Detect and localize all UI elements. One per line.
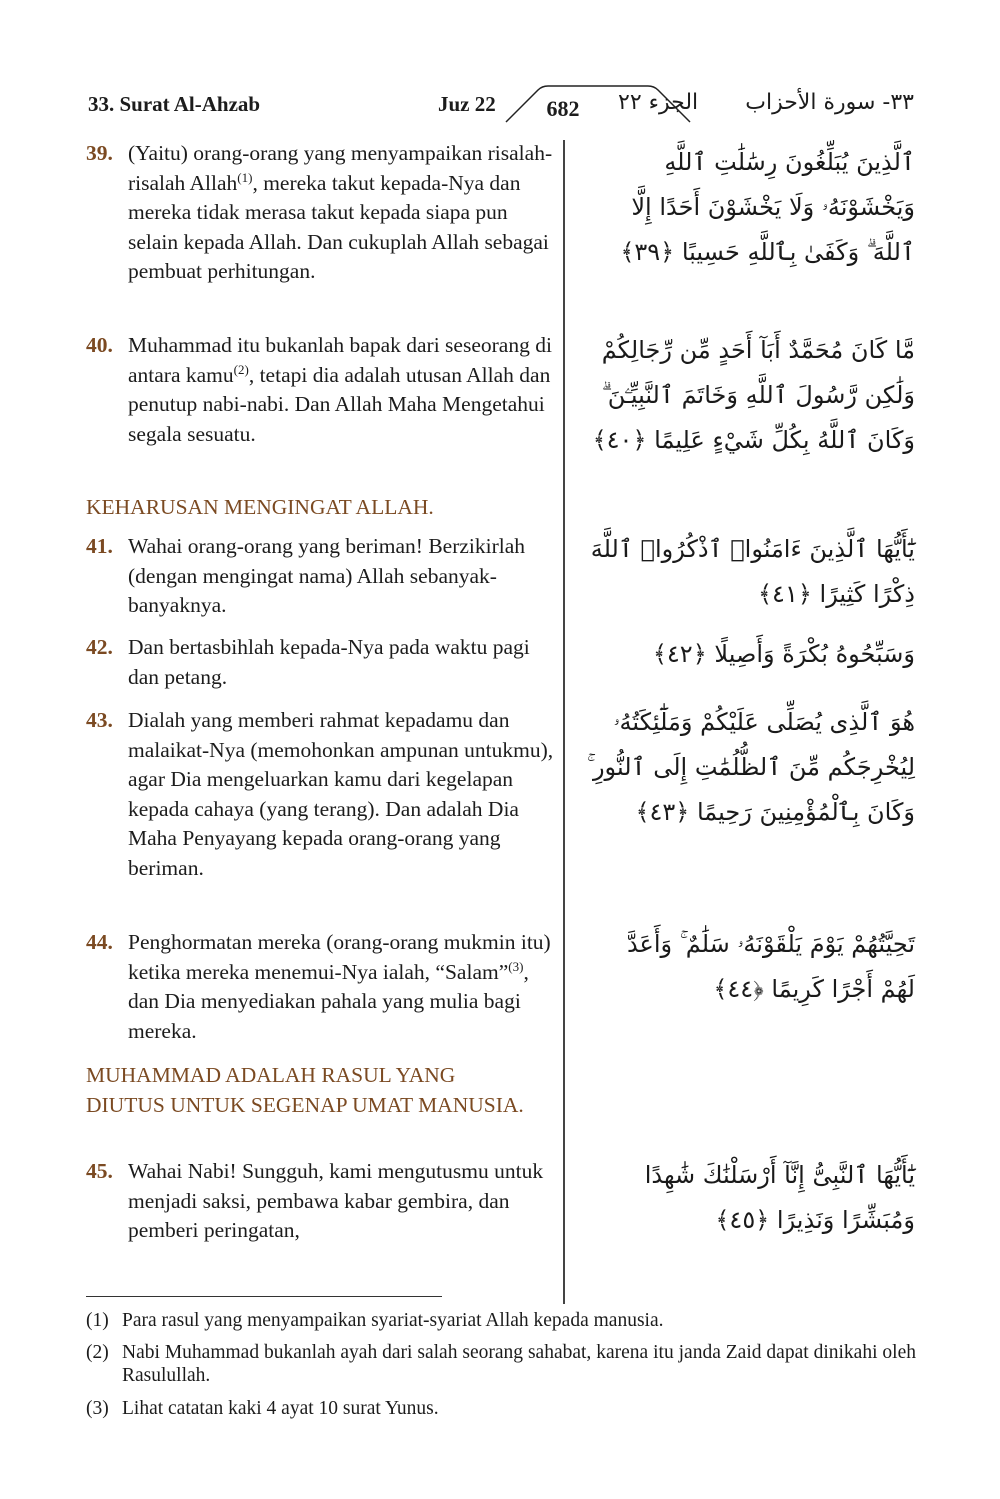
page-number: 682 xyxy=(546,96,580,121)
verse-number: 45. xyxy=(86,1159,113,1183)
arabic-verse-43: هُوَ ٱلَّذِى يُصَلِّى عَلَيْكُمْ وَمَلَٰٓئِكَتُهُۥ لِيُخْرِجَكُم مِّنَ ٱلظُّلُمَٰتِ إِلَى ٱلنُّورِ ۚ وَكَانَ بِٱلْمُؤْمِنِينَ رَحِيمًا ﴿٤٣﴾ xyxy=(586,708,915,826)
verse-text: (Yaitu) orang-orang yang menyampaikan risalah-risalah Allah xyxy=(128,141,553,195)
verse-number: 44. xyxy=(86,930,113,954)
verse-44 xyxy=(86,928,556,1046)
verse-45 xyxy=(86,1157,556,1246)
surah-title: 33. Surat Al-Ahzab xyxy=(88,92,261,116)
arabic-verse-41: يَٰٓأَيُّهَا ٱلَّذِينَ ءَامَنُوا۟ ٱذْكُرُوا۟ ٱللَّهَ ذِكْرًا كَثِيرًا ﴿٤١﴾ xyxy=(590,535,915,608)
verse-43 xyxy=(86,706,556,883)
footnote-mark: (1) xyxy=(86,1310,109,1331)
verse-text: Penghormatan mereka (orang-orang mukmin itu) ketika mereka menemui-Nya ialah, “Salam” xyxy=(128,930,551,984)
footnote-ref[interactable]: (3) xyxy=(508,958,524,974)
juz-label: Juz 22 xyxy=(438,92,496,116)
verse-text-cont: , dan Dia menyediakan pahala yang mulia bagi mereka. xyxy=(128,959,529,1043)
arabic-verse-40: مَّا كَانَ مُحَمَّدٌ أَبَآ أَحَدٍ مِّن رِّجَالِكُمْ وَلَٰكِن رَّسُولَ ٱللَّهِ وَخَاتَمَ ٱلنَّبِيِّـۧنَ ۗ وَكَانَ ٱللَّهُ بِكُلِّ شَيْءٍ عَلِيمًا ﴿٤٠﴾ xyxy=(592,336,915,454)
verse-text: Muhammad itu bukanlah bapak dari seseorang di antara kamu xyxy=(128,333,552,387)
verse-number: 43. xyxy=(86,708,113,732)
verse-number: 42. xyxy=(86,635,113,659)
verse-text: Wahai orang-orang yang beriman! Berzikirlah (dengan mengingat nama) Allah sebanyak-banyaknya. xyxy=(128,534,526,617)
arabic-verse-45: يَٰٓأَيُّهَا ٱلنَّبِىُّ إِنَّآ أَرْسَلْنَٰكَ شَٰهِدًا وَمُبَشِّرًا وَنَذِيرًا ﴿٤٥﴾ xyxy=(644,1161,915,1234)
footnote-ref[interactable]: (2) xyxy=(233,361,249,377)
juz-label-arabic: الجزء ٢٢ xyxy=(618,90,699,115)
verse-text-cont: , tetapi dia adalah utusan Allah dan penutup nabi-nabi. Dan Allah Maha Mengetahui segala sesuatu. xyxy=(128,362,551,446)
footnote-ref[interactable]: (1) xyxy=(237,169,253,185)
arabic-verse-44: تَحِيَّتُهُمْ يَوْمَ يَلْقَوْنَهُۥ سَلَٰمٌ ۚ وَأَعَدَّ لَهُمْ أَجْرًا كَرِيمًا ﴿٤٤﴾ xyxy=(626,930,915,1003)
column-divider xyxy=(563,140,565,1304)
surah-title-arabic: ٣٣- سورة الأحزاب xyxy=(745,90,914,115)
section-heading: KEHARUSAN MENGINGAT ALLAH. xyxy=(86,495,434,519)
footnote-mark: (3) xyxy=(86,1398,109,1419)
footnote-mark: (2) xyxy=(86,1342,109,1363)
footnote-3 xyxy=(86,1397,916,1420)
verse-text: Dialah yang memberi rahmat kepadamu dan malaikat-Nya (memohonkan ampunan untukmu), agar Dia mengeluarkan kamu dari kegelapan kepada cahaya (yang terang). Dan adalah Dia Maha Penyayang kepada orang-orang yang beriman. xyxy=(128,708,554,880)
footnote-rule xyxy=(86,1296,442,1297)
footnote-1 xyxy=(86,1309,916,1332)
verse-text: Wahai Nabi! Sungguh, kami mengutusmu untuk menjadi saksi, pembawa kabar gembira, dan pemberi peringatan, xyxy=(128,1159,544,1242)
verse-39 xyxy=(86,139,556,287)
section-heading: MUHAMMAD ADALAH RASUL YANG DIUTUS UNTUK SEGENAP UMAT MANUSIA. xyxy=(86,1063,524,1117)
arabic-verse-39: ٱلَّذِينَ يُبَلِّغُونَ رِسَٰلَٰتِ ٱللَّهِ وَيَخْشَوْنَهُۥ وَلَا يَخْشَوْنَ أَحَدًا إِلَّا ٱللَّهَ ۗ وَكَفَىٰ بِٱللَّهِ حَسِيبًا ﴿٣٩﴾ xyxy=(620,148,915,266)
verse-40 xyxy=(86,331,556,449)
verse-41 xyxy=(86,532,556,621)
verse-text-cont: , mereka takut kepada-Nya dan mereka tidak merasa takut kepada siapa pun selain kepada Allah. Dan cukuplah Allah sebagai pembuat perhitungan. xyxy=(128,170,549,283)
footnote-text: Lihat catatan kaki 4 ayat 10 surat Yunus. xyxy=(122,1398,439,1419)
verse-number: 39. xyxy=(86,141,113,165)
page-header xyxy=(88,84,914,128)
footnote-2 xyxy=(86,1341,916,1387)
verse-number: 41. xyxy=(86,534,113,558)
verse-42 xyxy=(86,633,556,692)
footnote-text: Nabi Muhammad bukanlah ayah dari salah seorang sahabat, karena itu janda Zaid dapat dinikahi oleh Rasulullah. xyxy=(122,1342,916,1386)
arabic-verse-42: وَسَبِّحُوهُ بُكْرَةً وَأَصِيلًا ﴿٤٢﴾ xyxy=(652,640,915,668)
verse-text: Dan bertasbihlah kepada-Nya pada waktu pagi dan petang. xyxy=(128,635,530,689)
verse-number: 40. xyxy=(86,333,113,357)
footnote-text: Para rasul yang menyampaikan syariat-syariat Allah kepada manusia. xyxy=(122,1310,664,1331)
